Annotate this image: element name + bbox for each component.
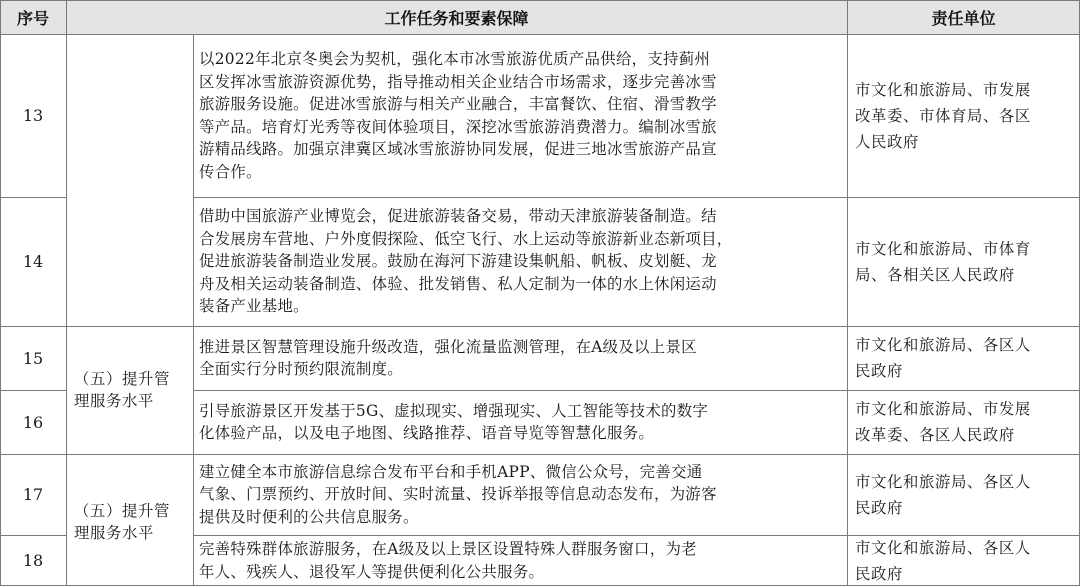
grid-line: [0, 390, 66, 391]
row-18-task: 完善特殊群体旅游服务，在A级及以上景区设置特殊人群服务窗口，为老 年人、残疾人、退役军人等提供便利化公共服务。: [199, 540, 697, 581]
row-14-task: 借助中国旅游产业博览会，促进旅游装备交易，带动天津旅游装备制造。结 合发展房车营地、户外度假探险、低空飞行、水上运动等旅游新业态新项目， 促进旅游装备制造业发展。鼓励在海河下游建设集帆船、帆板、皮划艇、龙 舟及相关运动装备制造、体验、批发销售、私人定制为一体的水上休闲运动 装备产业基地。: [199, 207, 733, 316]
row-18-no: 18: [22, 551, 44, 570]
grid-line: [193, 34, 194, 586]
row-16-unit: 市文化和旅游局、市发展 改革委、各区人民政府: [855, 400, 1031, 444]
grid-line: [0, 34, 1080, 35]
row-17-unit: 市文化和旅游局、各区人 民政府: [855, 472, 1031, 517]
row-18-unit: 市文化和旅游局、各区人 民政府: [855, 538, 1031, 583]
row-14-unit: 市文化和旅游局、市体育 局、各相关区人民政府: [855, 239, 1031, 284]
row-17-no: 17: [22, 485, 44, 504]
grid-line: [0, 197, 66, 198]
grid-line: [0, 326, 1080, 327]
category-cell-low: （五）提升管 理服务水平: [74, 502, 170, 542]
category-cell-mid: （五）提升管 理服务水平: [74, 370, 170, 410]
grid-line: [66, 0, 67, 586]
grid-line: [0, 0, 1, 586]
row-14-no: 14: [22, 252, 44, 271]
row-16-no: 16: [22, 412, 44, 432]
grid-line: [0, 0, 1080, 1]
row-15-no: 15: [22, 348, 44, 368]
grid-line: [0, 454, 1080, 455]
header-task: 工作任务和要素保障: [66, 0, 847, 34]
header-no: 序号: [0, 0, 66, 34]
grid-line: [193, 197, 1080, 198]
row-17-task: 建立健全本市旅游信息综合发布平台和手机APP、微信公众号，完善交通 气象、门票预约、开放时间、实时流量、投诉举报等信息动态发布，为游客 提供及时便利的公共信息服务。: [199, 462, 717, 526]
row-16-task: 引导旅游景区开发基于5G、虚拟现实、增强现实、人工智能等技术的数字 化体验产品，以及电子地图、线路推荐、语音导览等智慧化服务。: [199, 401, 709, 442]
grid-line: [0, 535, 66, 536]
header-unit: 责任单位: [847, 0, 1080, 34]
grid-line: [193, 390, 1080, 391]
row-13-no: 13: [22, 106, 44, 125]
row-15-task: 推进景区智慧管理设施升级改造，强化流量监测管理，在A级及以上景区 全面实行分时预约限流制度。: [199, 337, 697, 378]
row-15-unit: 市文化和旅游局、各区人 民政府: [855, 336, 1031, 380]
grid-line: [193, 535, 1080, 536]
row-13-task: 以2022年北京冬奥会为契机，强化本市冰雪旅游优质产品供给，支持蓟州 区发挥冰雪旅游资源优势，指导推动相关企业结合市场需求，逐步完善冰雪 旅游服务设施。促进冰雪旅游与相关产业融合，丰富餐饮、住宿、滑雪教学 等产品。培育灯光秀等夜间体验项目，深挖冰雪旅游消费潜力。编制冰雪旅 游精品线路。加强京津冀区域冰雪旅游协同发展，促进三地冰雪旅游产品宣 传合作。: [199, 50, 717, 181]
grid-line: [847, 0, 848, 586]
row-13-unit: 市文化和旅游局、市发展 改革委、市体育局、各区 人民政府: [855, 80, 1031, 151]
